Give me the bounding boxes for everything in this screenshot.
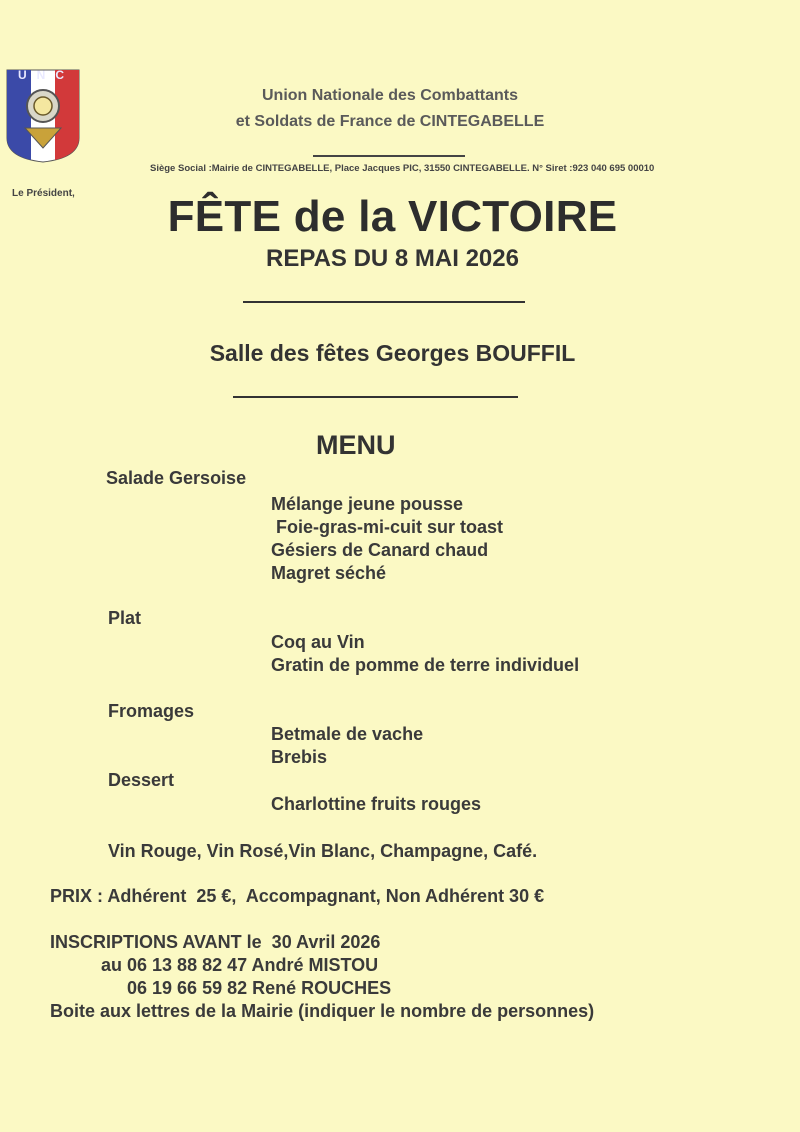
course-label-plat: Plat [108, 608, 142, 628]
menu-item: Charlottine fruits rouges [271, 794, 482, 814]
menu-item: Gratin de pomme de terre individuel [271, 655, 580, 675]
menu-heading: MENU [316, 430, 396, 460]
inscriptions-contact-1: au 06 13 88 82 47 André MISTOU [101, 955, 379, 975]
event-subtitle: REPAS DU 8 MAI 2026 [266, 245, 519, 272]
price-line: PRIX : Adhérent 25 €, Accompagnant, Non Adhérent 30 € [50, 886, 545, 906]
org-name-line1: Union Nationale des Combattants [261, 87, 519, 104]
venue-divider [233, 396, 518, 398]
course-label-fromages: Fromages [108, 701, 195, 721]
menu-item: Betmale de vache [271, 724, 424, 744]
menu-item: Foie-gras-mi-cuit sur toast [271, 517, 504, 537]
inscriptions-contact-2: 06 19 66 59 82 René ROUCHES [127, 978, 392, 998]
course-label-dessert: Dessert [108, 770, 175, 790]
event-venue: Salle des fêtes Georges BOUFFIL [209, 340, 576, 366]
siege-social-line: Siège Social :Mairie de CINTEGABELLE, Place Jacques PIC, 31550 CINTEGABELLE. N° Siret :923 040 695 00010 [150, 163, 655, 174]
logo-text: UNC [18, 68, 74, 82]
drinks-line: Vin Rouge, Vin Rosé,Vin Blanc, Champagne, Café. [108, 841, 538, 861]
menu-item: Coq au Vin [271, 632, 365, 652]
event-title: FÊTE de la VICTOIRE [167, 192, 618, 241]
president-label: Le Président, [12, 188, 75, 199]
title-divider [243, 301, 525, 303]
inscriptions-mailbox: Boite aux lettres de la Mairie (indiquer le nombre de personnes) [50, 1001, 595, 1021]
org-name-line2: et Soldats de France de CINTEGABELLE [235, 113, 545, 130]
course-label-salade: Salade Gersoise [106, 468, 247, 488]
menu-item: Mélange jeune pousse [271, 494, 464, 514]
menu-item: Gésiers de Canard chaud [271, 540, 489, 560]
header-divider [313, 155, 465, 157]
menu-item: Magret séché [271, 563, 387, 583]
inscriptions-deadline: INSCRIPTIONS AVANT le 30 Avril 2026 [50, 932, 381, 952]
menu-item: Brebis [271, 747, 328, 767]
